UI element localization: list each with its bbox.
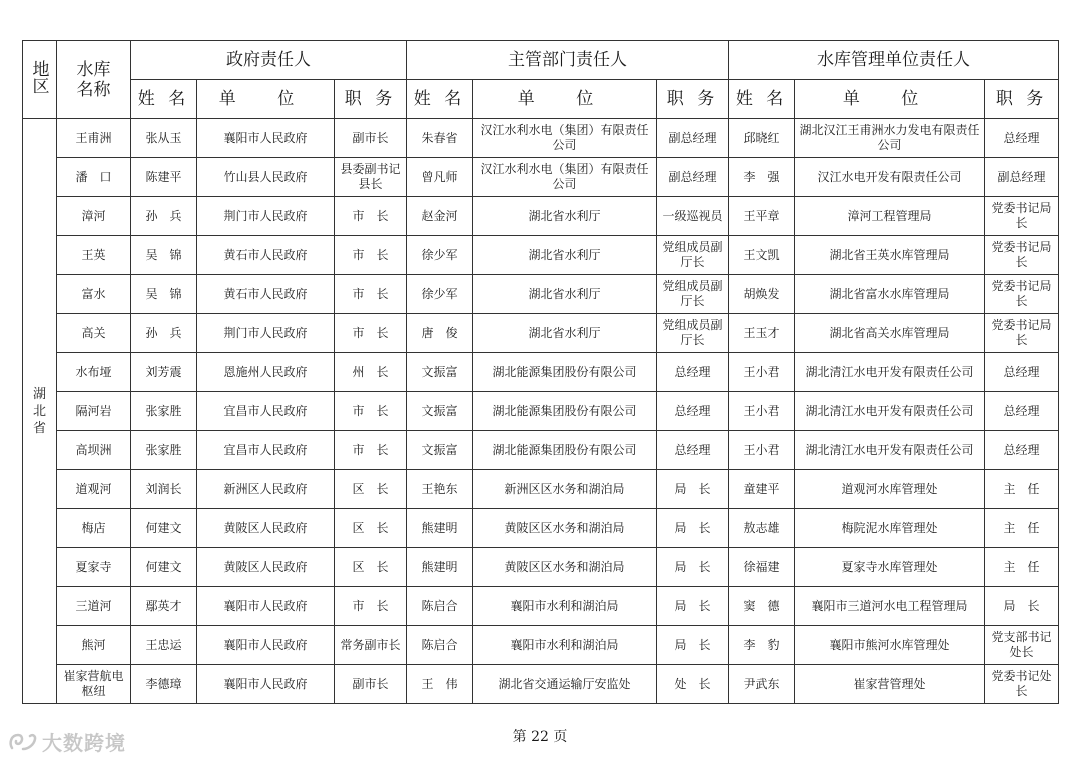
cell-dept-name: 曾凡师: [407, 158, 473, 197]
cell-dept-name: 文振富: [407, 353, 473, 392]
cell-gov-unit: 襄阳市人民政府: [197, 587, 335, 626]
cell-dept-name: 王 伟: [407, 665, 473, 704]
cell-mgmt-post: 总经理: [985, 431, 1059, 470]
cell-reservoir: 三道河: [57, 587, 131, 626]
cell-dept-name: 唐 俊: [407, 314, 473, 353]
cell-gov-post: 市 长: [335, 392, 407, 431]
cell-mgmt-name: 王小君: [729, 431, 795, 470]
cell-mgmt-post: 主 任: [985, 470, 1059, 509]
table-row: [23, 392, 1059, 431]
cell-reservoir: 道观河: [57, 470, 131, 509]
cell-reservoir: 漳河: [57, 197, 131, 236]
cell-dept-post: 总经理: [657, 431, 729, 470]
cell-dept-post: 局 长: [657, 548, 729, 587]
cell-mgmt-unit: 襄阳市三道河水电工程管理局: [795, 587, 985, 626]
cell-reservoir: 水布垭: [57, 353, 131, 392]
cell-dept-post: 局 长: [657, 587, 729, 626]
cell-mgmt-name: 李 豹: [729, 626, 795, 665]
table-row: [23, 470, 1059, 509]
cell-gov-unit: 恩施州人民政府: [197, 353, 335, 392]
page-number: 第 22 页: [512, 729, 568, 745]
cell-dept-unit: 汉江水利水电（集团）有限责任公司: [473, 119, 657, 158]
cell-mgmt-name: 李 强: [729, 158, 795, 197]
header-dept-post: 职 务: [657, 80, 729, 119]
cell-gov-name: 刘芳震: [131, 353, 197, 392]
table-body: [23, 119, 1059, 704]
cell-reservoir: 崔家营航电枢纽: [57, 665, 131, 704]
cell-mgmt-post: 局 长: [985, 587, 1059, 626]
table-row: [23, 665, 1059, 704]
header-mgmt-post: 职 务: [985, 80, 1059, 119]
cell-reservoir: 隔河岩: [57, 392, 131, 431]
cell-gov-unit: 襄阳市人民政府: [197, 119, 335, 158]
cell-dept-name: 徐少军: [407, 236, 473, 275]
cell-dept-name: 朱春省: [407, 119, 473, 158]
cell-mgmt-name: 胡焕发: [729, 275, 795, 314]
header-mgmt-group: 水库管理单位责任人: [729, 41, 1059, 80]
cell-mgmt-post: 党支部书记处长: [985, 626, 1059, 665]
cell-gov-post: 副市长: [335, 119, 407, 158]
table-row: [23, 587, 1059, 626]
header-gov-post: 职 务: [335, 80, 407, 119]
cell-gov-post: 区 长: [335, 548, 407, 587]
table-row: [23, 431, 1059, 470]
cell-gov-post: 市 长: [335, 431, 407, 470]
cell-dept-unit: 湖北省水利厅: [473, 314, 657, 353]
cell-dept-unit: 湖北能源集团股份有限公司: [473, 353, 657, 392]
cell-mgmt-post: 副总经理: [985, 158, 1059, 197]
header-gov-name: 姓 名: [131, 80, 197, 119]
cell-mgmt-name: 王平章: [729, 197, 795, 236]
header-dept-name: 姓 名: [407, 80, 473, 119]
cell-dept-name: 陈启合: [407, 587, 473, 626]
cell-mgmt-post: 总经理: [985, 119, 1059, 158]
watermark-logo-icon: [8, 731, 38, 753]
cell-gov-name: 何建文: [131, 548, 197, 587]
cell-dept-post: 总经理: [657, 353, 729, 392]
header-mgmt-name: 姓 名: [729, 80, 795, 119]
region-cell: [23, 119, 57, 704]
table-row: [23, 353, 1059, 392]
cell-mgmt-name: 尹武东: [729, 665, 795, 704]
cell-dept-name: 陈启合: [407, 626, 473, 665]
cell-dept-unit: 湖北能源集团股份有限公司: [473, 431, 657, 470]
cell-gov-unit: 黄石市人民政府: [197, 236, 335, 275]
watermark: [8, 727, 126, 756]
cell-gov-name: 吴 锦: [131, 236, 197, 275]
cell-reservoir: 王英: [57, 236, 131, 275]
table-row: [23, 275, 1059, 314]
cell-mgmt-name: 王玉才: [729, 314, 795, 353]
table-row: [23, 197, 1059, 236]
cell-mgmt-unit: 湖北省王英水库管理局: [795, 236, 985, 275]
cell-gov-name: 鄢英才: [131, 587, 197, 626]
cell-dept-post: 局 长: [657, 509, 729, 548]
cell-dept-unit: 新洲区区水务和湖泊局: [473, 470, 657, 509]
responsibility-table: [22, 40, 1059, 704]
header-mgmt-unit: 单 位: [795, 80, 985, 119]
header-region: 地区: [23, 41, 57, 119]
cell-gov-name: 李德璋: [131, 665, 197, 704]
cell-mgmt-unit: 梅院泥水库管理处: [795, 509, 985, 548]
cell-dept-unit: 汉江水利水电（集团）有限责任公司: [473, 158, 657, 197]
watermark-text: 大数跨境: [42, 731, 126, 755]
cell-mgmt-unit: 漳河工程管理局: [795, 197, 985, 236]
cell-dept-unit: 湖北能源集团股份有限公司: [473, 392, 657, 431]
cell-mgmt-post: 总经理: [985, 353, 1059, 392]
cell-mgmt-unit: 襄阳市熊河水库管理处: [795, 626, 985, 665]
cell-gov-name: 何建文: [131, 509, 197, 548]
table-row: [23, 314, 1059, 353]
cell-mgmt-unit: 道观河水库管理处: [795, 470, 985, 509]
cell-gov-unit: 宜昌市人民政府: [197, 431, 335, 470]
cell-gov-name: 王忠运: [131, 626, 197, 665]
cell-gov-post: 市 长: [335, 587, 407, 626]
cell-mgmt-post: 总经理: [985, 392, 1059, 431]
cell-mgmt-post: 党委书记局长: [985, 236, 1059, 275]
table-row: [23, 509, 1059, 548]
cell-reservoir: 富水: [57, 275, 131, 314]
cell-mgmt-name: 敖志雄: [729, 509, 795, 548]
cell-mgmt-unit: 湖北清江水电开发有限责任公司: [795, 392, 985, 431]
cell-gov-name: 吴 锦: [131, 275, 197, 314]
cell-dept-post: 局 长: [657, 626, 729, 665]
cell-mgmt-name: 王小君: [729, 353, 795, 392]
cell-gov-post: 副市长: [335, 665, 407, 704]
cell-reservoir: 高坝洲: [57, 431, 131, 470]
cell-mgmt-name: 窦 德: [729, 587, 795, 626]
cell-mgmt-post: 党委书记局长: [985, 275, 1059, 314]
cell-dept-unit: 湖北省水利厅: [473, 197, 657, 236]
cell-mgmt-unit: 夏家寺水库管理处: [795, 548, 985, 587]
cell-dept-post: 副总经理: [657, 158, 729, 197]
cell-gov-unit: 新洲区人民政府: [197, 470, 335, 509]
cell-dept-post: 一级巡视员: [657, 197, 729, 236]
cell-mgmt-post: 党委书记处长: [985, 665, 1059, 704]
cell-dept-name: 熊建明: [407, 509, 473, 548]
cell-gov-unit: 襄阳市人民政府: [197, 626, 335, 665]
cell-dept-unit: 襄阳市水利和湖泊局: [473, 587, 657, 626]
cell-gov-name: 孙 兵: [131, 197, 197, 236]
cell-gov-post: 市 长: [335, 314, 407, 353]
cell-gov-post: 州 长: [335, 353, 407, 392]
cell-gov-name: 陈建平: [131, 158, 197, 197]
cell-mgmt-name: 王小君: [729, 392, 795, 431]
cell-mgmt-unit: 汉江水电开发有限责任公司: [795, 158, 985, 197]
cell-gov-unit: 宜昌市人民政府: [197, 392, 335, 431]
cell-dept-unit: 黄陂区区水务和湖泊局: [473, 548, 657, 587]
table-row: [23, 236, 1059, 275]
cell-gov-unit: 荆门市人民政府: [197, 314, 335, 353]
header-gov-group: 政府责任人: [131, 41, 407, 80]
cell-gov-unit: 黄陂区人民政府: [197, 509, 335, 548]
cell-reservoir: 夏家寺: [57, 548, 131, 587]
cell-gov-name: 孙 兵: [131, 314, 197, 353]
cell-mgmt-name: 邱晓红: [729, 119, 795, 158]
cell-dept-unit: 湖北省水利厅: [473, 236, 657, 275]
table-row: [23, 548, 1059, 587]
cell-gov-post: 县委副书记县长: [335, 158, 407, 197]
cell-gov-unit: 竹山县人民政府: [197, 158, 335, 197]
cell-dept-post: 局 长: [657, 470, 729, 509]
cell-mgmt-unit: 湖北汉江王甫洲水力发电有限责任公司: [795, 119, 985, 158]
cell-dept-name: 王艳东: [407, 470, 473, 509]
cell-dept-post: 处 长: [657, 665, 729, 704]
cell-dept-unit: 湖北省交通运输厅安监处: [473, 665, 657, 704]
cell-dept-name: 徐少军: [407, 275, 473, 314]
cell-gov-unit: 黄陂区人民政府: [197, 548, 335, 587]
cell-gov-post: 常务副市长: [335, 626, 407, 665]
cell-gov-name: 张从玉: [131, 119, 197, 158]
cell-gov-unit: 黄石市人民政府: [197, 275, 335, 314]
cell-dept-post: 党组成员副厅长: [657, 314, 729, 353]
cell-gov-post: 市 长: [335, 236, 407, 275]
cell-dept-unit: 襄阳市水利和湖泊局: [473, 626, 657, 665]
cell-dept-unit: 黄陂区区水务和湖泊局: [473, 509, 657, 548]
cell-mgmt-name: 王文凯: [729, 236, 795, 275]
cell-mgmt-unit: 湖北省富水水库管理局: [795, 275, 985, 314]
cell-mgmt-post: 党委书记局长: [985, 197, 1059, 236]
cell-dept-unit: 湖北省水利厅: [473, 275, 657, 314]
cell-dept-post: 副总经理: [657, 119, 729, 158]
cell-gov-name: 刘润长: [131, 470, 197, 509]
cell-reservoir: 高关: [57, 314, 131, 353]
cell-reservoir: 梅店: [57, 509, 131, 548]
cell-mgmt-name: 徐福建: [729, 548, 795, 587]
cell-reservoir: 熊河: [57, 626, 131, 665]
cell-reservoir: 潘 口: [57, 158, 131, 197]
header-gov-unit: 单 位: [197, 80, 335, 119]
table-row: [23, 158, 1059, 197]
cell-dept-name: 熊建明: [407, 548, 473, 587]
cell-mgmt-post: 党委书记局长: [985, 314, 1059, 353]
table-row: [23, 119, 1059, 158]
header-dept-unit: 单 位: [473, 80, 657, 119]
cell-gov-post: 市 长: [335, 275, 407, 314]
cell-mgmt-unit: 崔家营管理处: [795, 665, 985, 704]
header-reservoir: 水库名称: [57, 41, 131, 119]
cell-gov-post: 区 长: [335, 470, 407, 509]
header-dept-group: 主管部门责任人: [407, 41, 729, 80]
cell-dept-post: 党组成员副厅长: [657, 275, 729, 314]
cell-mgmt-unit: 湖北清江水电开发有限责任公司: [795, 353, 985, 392]
cell-mgmt-unit: 湖北清江水电开发有限责任公司: [795, 431, 985, 470]
region-label: 湖北省: [32, 386, 46, 436]
table-row: [23, 626, 1059, 665]
cell-gov-unit: 襄阳市人民政府: [197, 665, 335, 704]
cell-gov-unit: 荆门市人民政府: [197, 197, 335, 236]
cell-reservoir: 王甫洲: [57, 119, 131, 158]
cell-gov-name: 张家胜: [131, 431, 197, 470]
cell-dept-post: 党组成员副厅长: [657, 236, 729, 275]
cell-dept-name: 赵金河: [407, 197, 473, 236]
cell-mgmt-unit: 湖北省高关水库管理局: [795, 314, 985, 353]
cell-dept-post: 总经理: [657, 392, 729, 431]
cell-dept-name: 文振富: [407, 392, 473, 431]
cell-mgmt-post: 主 任: [985, 548, 1059, 587]
cell-mgmt-name: 童建平: [729, 470, 795, 509]
cell-gov-post: 市 长: [335, 197, 407, 236]
cell-mgmt-post: 主 任: [985, 509, 1059, 548]
cell-gov-name: 张家胜: [131, 392, 197, 431]
cell-gov-post: 区 长: [335, 509, 407, 548]
cell-dept-name: 文振富: [407, 431, 473, 470]
